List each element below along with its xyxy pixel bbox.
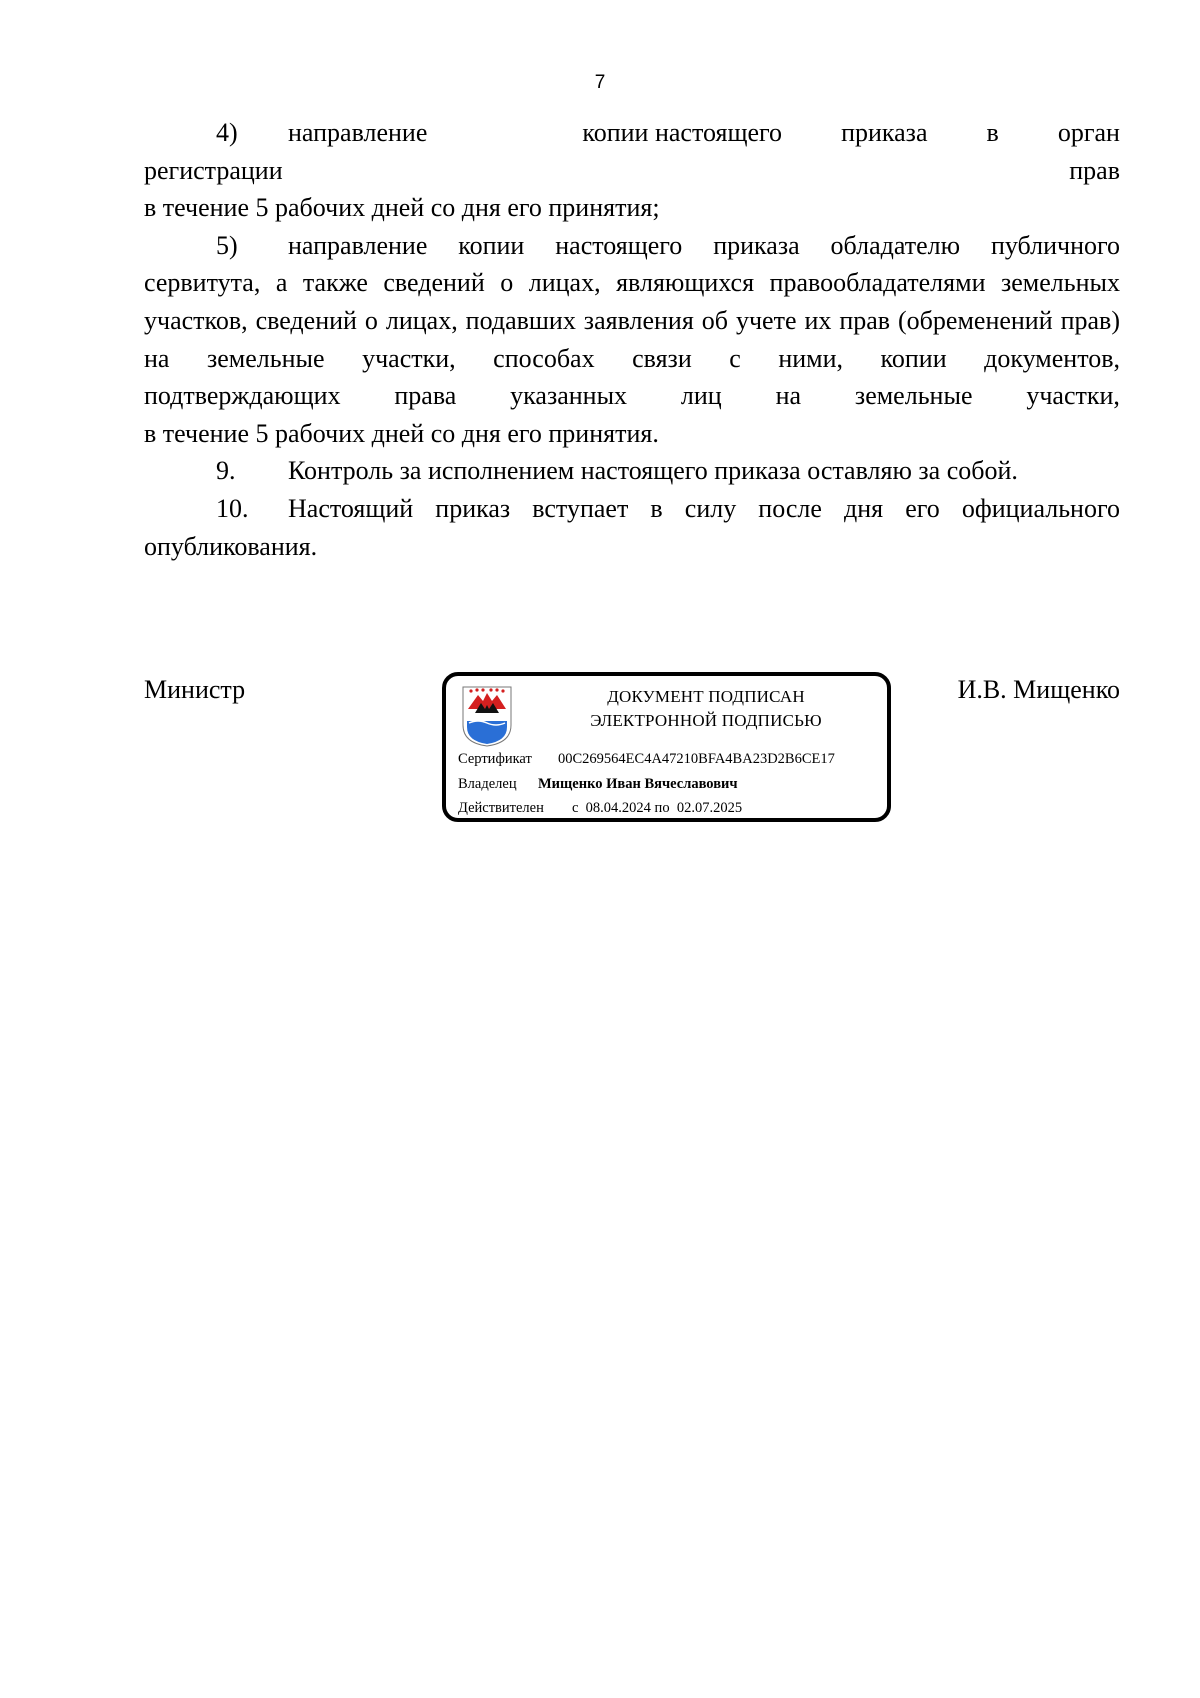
owner-label: Владелец [458, 776, 517, 792]
paragraph-5-word: подтверждающих [144, 381, 341, 411]
paragraph-5-word: на [775, 381, 802, 411]
certificate-label: Сертификат [458, 751, 532, 767]
paragraph-4-line-2-left: регистрации [144, 155, 283, 185]
signatory-name: И.В. Мищенко [957, 675, 1120, 704]
signatory-position: Министр [144, 675, 246, 704]
paragraph-5-body: сервитута, а также сведений о лицах, являющихся правообладателями земельных участков, сведений о лицах, подавших заявления об учете их прав (обременений прав) на земельные участки, способах связи с ними, копии документов, [144, 268, 1120, 373]
paragraph-10 [144, 490, 1120, 565]
paragraph-4-word: в [986, 118, 999, 147]
kamchatka-coat-of-arms-icon [461, 685, 513, 747]
paragraph-9 [144, 452, 1120, 490]
document-body [144, 114, 1120, 565]
validity-label: Действителен [458, 800, 544, 816]
stamp-title-line-1: ДОКУМЕНТ ПОДПИСАН [607, 687, 805, 706]
paragraph-10-first-line [144, 490, 1120, 528]
paragraph-4-line-2 [144, 152, 1120, 190]
paragraph-9-number: 9. [216, 456, 236, 486]
validity-value: с 08.04.2024 по 02.07.2025 [572, 800, 743, 816]
paragraph-4-word: копии настоящего [582, 118, 783, 147]
stamp-title [526, 685, 886, 733]
stamp-title-line-2: ЭЛЕКТРОННОЙ ПОДПИСЬЮ [590, 711, 822, 730]
paragraph-10-number: 10. [216, 493, 249, 523]
paragraph-4-line-2-right: прав [1069, 155, 1120, 185]
paragraph-5-word: права [394, 381, 457, 411]
stamp-certificate-row [458, 751, 835, 768]
paragraph-9-text: Контроль за исполнением настоящего приказа оставляю за собой. [288, 456, 1018, 486]
paragraph-4 [144, 114, 1120, 227]
paragraph-4-word: орган [1057, 118, 1120, 147]
paragraph-5 [144, 227, 1120, 453]
page-number: 7 [594, 72, 606, 93]
paragraph-4-line-3: в течение 5 рабочих дней со дня его принятия; [144, 193, 660, 223]
certificate-value: 00C269564EC4A47210BFA4BA23D2B6CE17 [558, 751, 835, 767]
stamp-owner-row [458, 776, 738, 793]
paragraph-4-word: направление [288, 118, 428, 147]
paragraph-5-word: земельные [854, 381, 973, 411]
paragraph-5-first-line [144, 227, 1120, 265]
signature-block [144, 675, 1120, 835]
paragraph-5-first-line-text: направление копии настоящего приказа обладателю публичного [288, 230, 1120, 260]
paragraph-4-number: 4) [216, 118, 238, 147]
paragraph-5-word: участки, [1026, 381, 1120, 411]
paragraph-5-word: лиц [680, 381, 722, 411]
paragraph-10-first-line-text: Настоящий приказ вступает в силу после дня его официального [288, 493, 1120, 523]
electronic-signature-stamp [442, 672, 891, 822]
paragraph-5-spread-line [144, 377, 1120, 415]
paragraph-5-last-line: в течение 5 рабочих дней со дня его принятия. [144, 418, 659, 448]
paragraph-5-number: 5) [216, 230, 238, 260]
paragraph-5-word: указанных [510, 381, 628, 411]
stamp-validity-row [458, 800, 742, 817]
paragraph-10-last-line: опубликования. [144, 531, 318, 561]
paragraph-4-word: приказа [841, 118, 928, 147]
paragraph-4-line-1 [144, 114, 1120, 152]
owner-value: Мищенко Иван Вячеславович [538, 776, 738, 792]
